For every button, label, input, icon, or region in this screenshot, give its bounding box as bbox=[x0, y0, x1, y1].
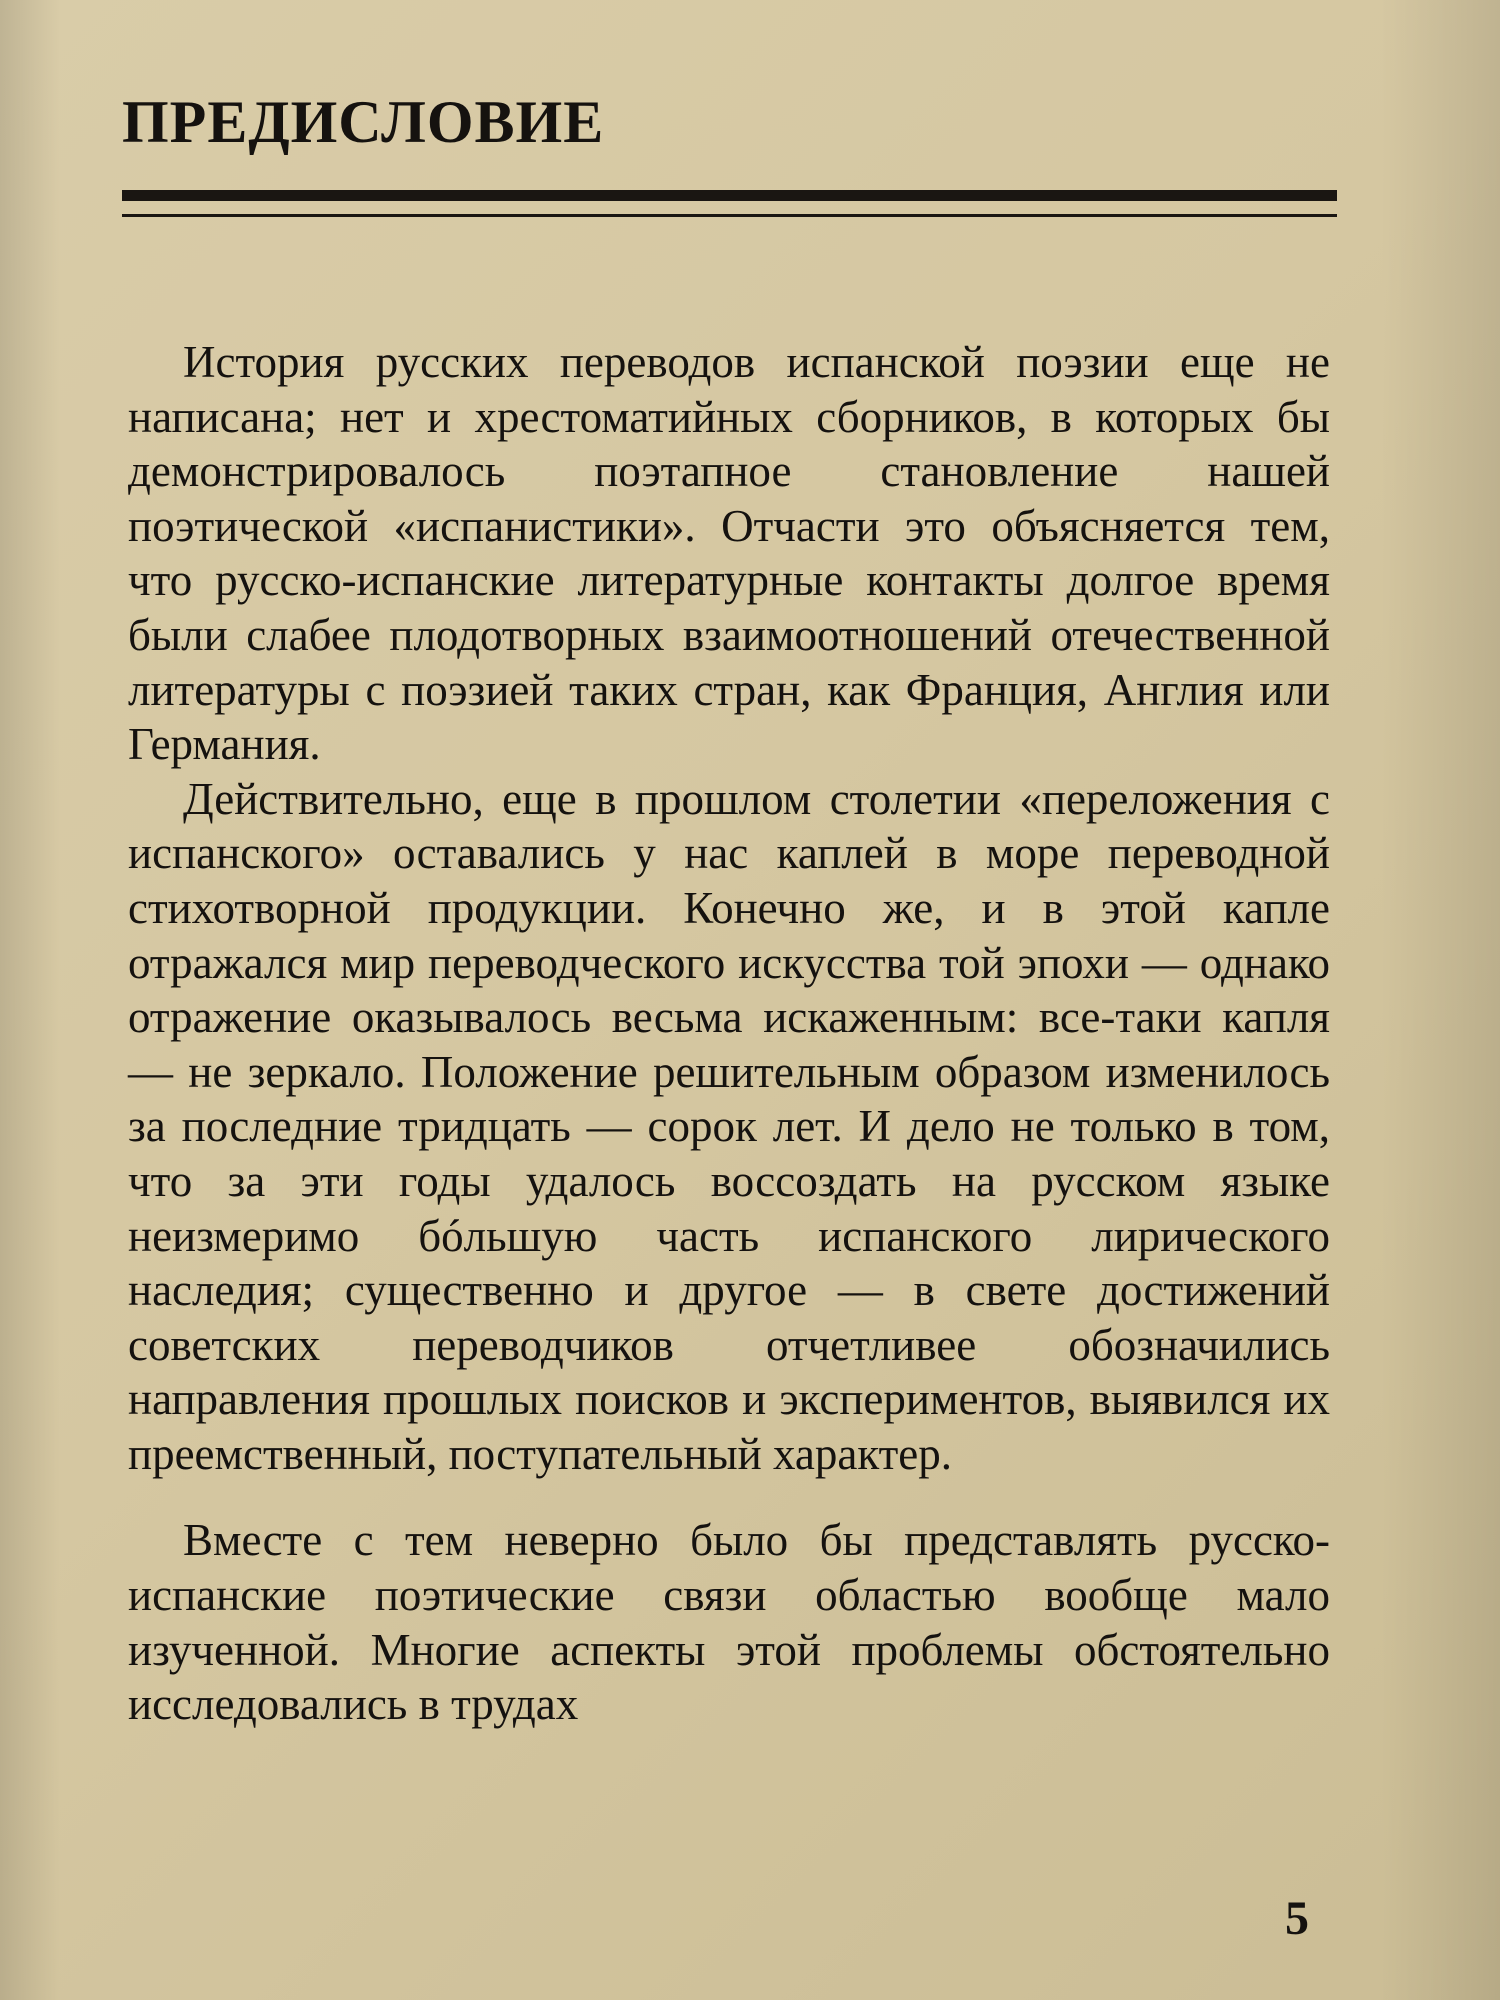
heading-rule-thin bbox=[122, 214, 1337, 217]
heading-rule-thick bbox=[122, 190, 1337, 201]
page-shadow-left bbox=[0, 0, 60, 2000]
body-text bbox=[128, 335, 1330, 1732]
paragraph-2: Действительно, еще в прошлом столетии «переложения с испанского» оставались у нас каплей в море переводной стихотворной продукции. Конечно же, и в этой капле отражался мир переводческого искусства той эпохи — однако отражение оказывалось весьма искаженным: все-таки капля — не зеркало. Положение решительным образом изменилось за последние тридцать — сорок лет. И дело не только в том, что за эти годы удалось воссоздать на русском языке неизмеримо бóльшую часть испанского лирического наследия; существенно и другое — в свете достижений советских переводчиков отчетливее обозначились направления прошлых поисков и экспериментов, выявился их преемственный, поступательный характер. bbox=[128, 773, 1330, 1479]
chapter-heading: ПРЕДИСЛОВИЕ bbox=[122, 89, 605, 155]
page-number: 5 bbox=[1285, 1892, 1309, 1945]
paragraph-1: История русских переводов испанской поэзии еще не написана; нет и хрестоматийных сборников, в которых бы демонстрировалось поэтапное становление нашей поэтической «испанистики». Отчасти это объясняется тем, что русско-испанские литературные контакты долгое время были слабее плодотворных взаимоотношений отечественной литературы с поэзией таких стран, как Франция, Англия или Германия. bbox=[128, 337, 1330, 770]
paragraph-3: Вместе с тем неверно было бы представлять русско-испанские поэтические связи областью вообще мало изученной. Многие аспекты этой проблемы обстоятельно исследовались в трудах bbox=[128, 1515, 1330, 1730]
page-shadow-right bbox=[1380, 0, 1500, 2000]
